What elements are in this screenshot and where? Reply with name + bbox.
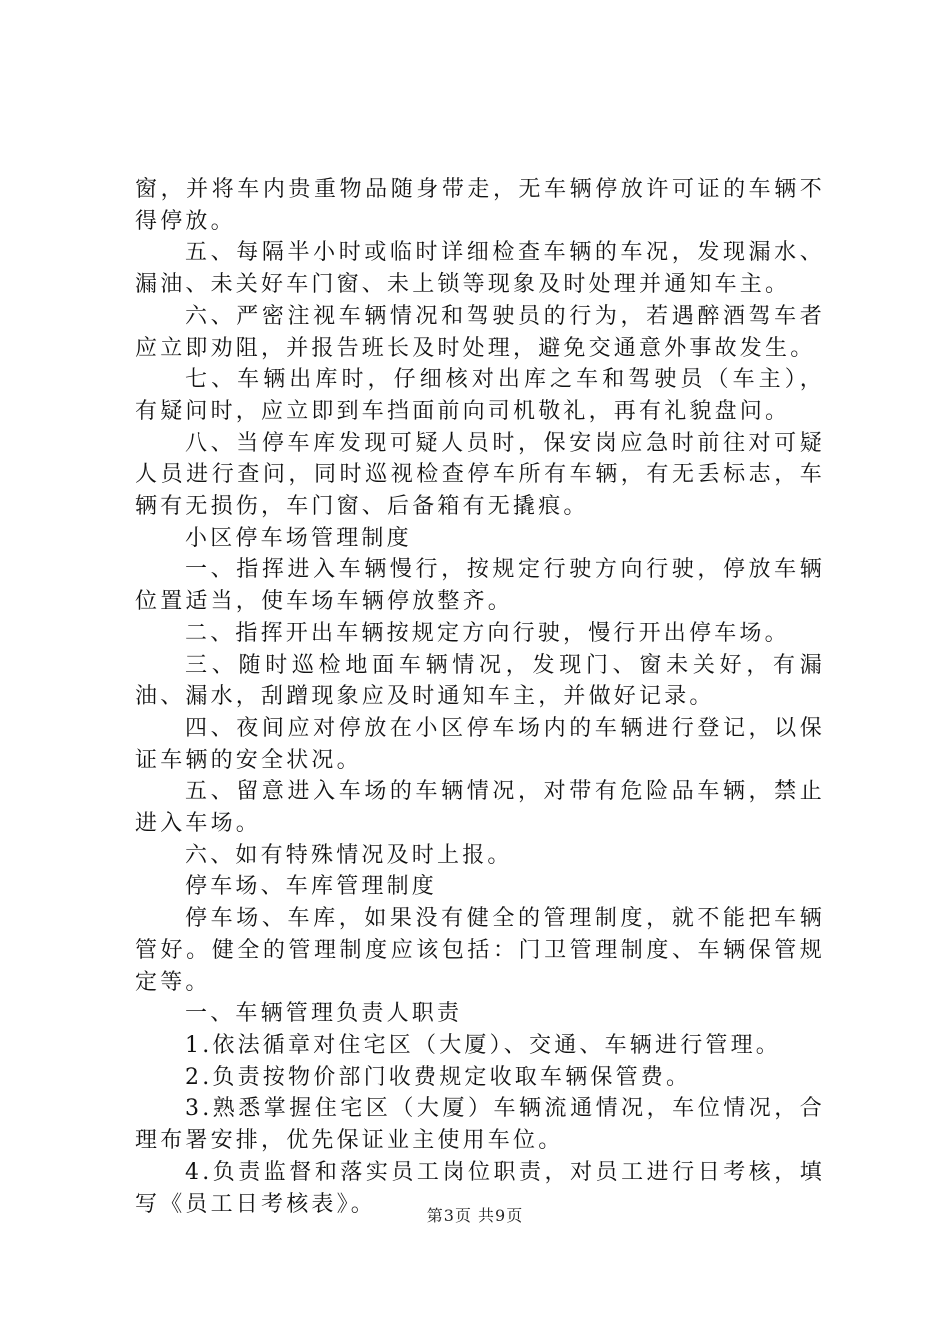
list-item: 3.熟悉掌握住宅区（大厦）车辆流通情况，车位情况，合理布署安排，优先保证业主使用车位。: [135, 1096, 825, 1154]
section-heading: 小区停车场管理制度: [185, 525, 412, 551]
page-number: 第3页 共9页: [426, 1206, 524, 1225]
list-item: 4.负责监督和落实员工岗位职责，对员工进行日考核，填写《员工日考核表》。: [135, 1159, 825, 1217]
document-body: [135, 174, 825, 1220]
paragraph: 四、夜间应对停放在小区停车场内的车辆进行登记，以保证车辆的安全状况。: [135, 715, 825, 773]
paragraph: 六、如有特殊情况及时上报。: [185, 842, 513, 868]
paragraph: 六、严密注视车辆情况和驾驶员的行为，若遇醉酒驾车者应立即劝阻，并报告班长及时处理，避免交通意外事故发生。: [135, 303, 825, 361]
paragraph: 五、留意进入车场的车辆情况，对带有危险品车辆，禁止进入车场。: [135, 779, 825, 837]
section-heading: 停车场、车库管理制度: [185, 874, 438, 900]
paragraph: 七、车辆出库时，仔细核对出库之车和驾驶员（车主），有疑问时，应立即到车挡面前向司机敬礼，再有礼貌盘问。: [135, 367, 825, 424]
paragraph: 窗，并将车内贵重物品随身带走，无车辆停放许可证的车辆不得停放。: [135, 177, 825, 234]
paragraph: 三、随时巡检地面车辆情况，发现门、窗未关好，有漏油、漏水，刮蹭现象应及时通知车主，并做好记录。: [135, 652, 825, 710]
list-item: 1.依法循章对住宅区（大厦）、交通、车辆进行管理。: [185, 1032, 781, 1058]
paragraph: 二、指挥开出车辆按规定方向行驶，慢行开出停车场。: [185, 620, 790, 646]
subsection-heading: 一、车辆管理负责人职责: [185, 1001, 463, 1027]
paragraph: 一、指挥进入车辆慢行，按规定行驶方向行驶，停放车辆位置适当，使车场车辆停放整齐。: [135, 557, 825, 615]
paragraph: 五、每隔半小时或临时详细检查车辆的车况，发现漏水、漏油、未关好车门窗、未上锁等现象及时处理并通知车主。: [135, 240, 825, 298]
list-item: 2.负责按物价部门收费规定收取车辆保管费。: [185, 1064, 692, 1090]
paragraph: 停车场、车库，如果没有健全的管理制度，就不能把车辆管好。健全的管理制度应该包括：门卫管理制度、车辆保管规定等。: [135, 906, 825, 995]
paragraph: 八、当停车库发现可疑人员时，保安岗应急时前往对可疑人员进行查问，同时巡视检查停车所有车辆，有无丢标志，车辆有无损伤，车门窗、后备箱有无撬痕。: [135, 430, 825, 520]
